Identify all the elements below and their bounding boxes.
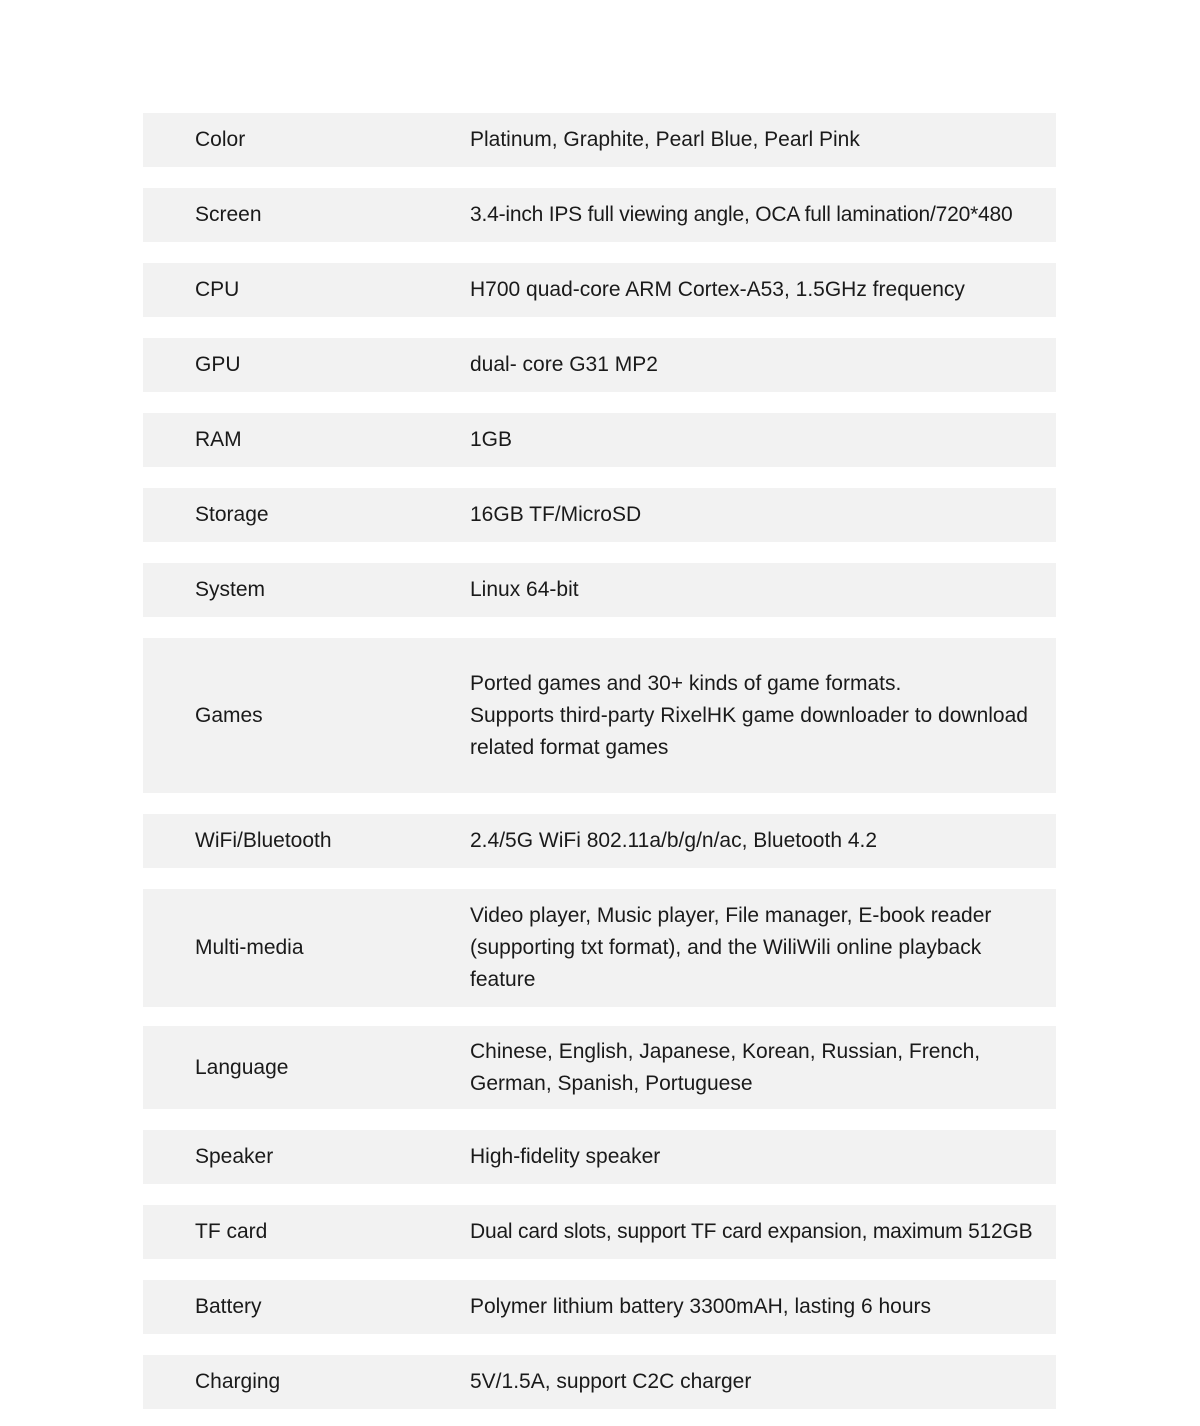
spec-row-cpu bbox=[143, 263, 1056, 317]
spec-table bbox=[143, 113, 1056, 1409]
spec-label: RAM bbox=[195, 428, 242, 451]
spec-value: 2.4/5G WiFi 802.11a/b/g/n/ac, Bluetooth 4.2 bbox=[470, 829, 878, 852]
spec-label: CPU bbox=[195, 278, 240, 301]
spec-label: Speaker bbox=[195, 1145, 274, 1168]
spec-value: Polymer lithium battery 3300mAH, lasting 6 hours bbox=[470, 1295, 932, 1318]
spec-value: Linux 64-bit bbox=[470, 578, 579, 601]
spec-label: WiFi/Bluetooth bbox=[195, 829, 332, 852]
spec-value: 3.4-inch IPS full viewing angle, OCA full lamination/720*480 bbox=[470, 203, 1013, 226]
spec-value: 5V/1.5A, support C2C charger bbox=[470, 1370, 752, 1393]
spec-label: Storage bbox=[195, 503, 269, 526]
spec-value: Platinum, Graphite, Pearl Blue, Pearl Pink bbox=[470, 128, 860, 151]
spec-value: Video player, Music player, File manager, E-book reader (supporting txt format), and the WiliWili online playback feature bbox=[470, 904, 992, 991]
spec-row-games bbox=[143, 638, 1056, 793]
spec-row-gpu bbox=[143, 338, 1056, 392]
spec-row-language bbox=[143, 1026, 1056, 1109]
spec-row-storage bbox=[143, 488, 1056, 542]
spec-label: TF card bbox=[195, 1220, 268, 1243]
spec-value: 1GB bbox=[470, 428, 513, 451]
spec-row-screen bbox=[143, 188, 1056, 242]
spec-label: Charging bbox=[195, 1370, 281, 1393]
spec-value: 16GB TF/MicroSD bbox=[470, 503, 642, 526]
spec-row-wifi-bluetooth bbox=[143, 814, 1056, 868]
spec-row-multi-media bbox=[143, 889, 1056, 1007]
spec-row-speaker bbox=[143, 1130, 1056, 1184]
spec-value: Dual card slots, support TF card expansion, maximum 512GB bbox=[470, 1220, 1033, 1243]
spec-value: dual- core G31 MP2 bbox=[470, 353, 658, 376]
spec-label: Color bbox=[195, 128, 246, 151]
spec-row-color bbox=[143, 113, 1056, 167]
spec-row-battery bbox=[143, 1280, 1056, 1334]
spec-value: Ported games and 30+ kinds of game formats. Supports third-party RixelHK game downloader to download related format games bbox=[470, 671, 1028, 759]
spec-label: Battery bbox=[195, 1295, 262, 1318]
spec-value: Chinese, English, Japanese, Korean, Russian, French, German, Spanish, Portuguese bbox=[470, 1039, 981, 1095]
spec-label: Multi-media bbox=[195, 936, 304, 959]
spec-value: High-fidelity speaker bbox=[470, 1145, 661, 1168]
spec-row-ram bbox=[143, 413, 1056, 467]
spec-value: H700 quad-core ARM Cortex-A53, 1.5GHz frequency bbox=[470, 278, 965, 301]
spec-label: Screen bbox=[195, 203, 262, 226]
spec-row-tf-card bbox=[143, 1205, 1056, 1259]
spec-label: GPU bbox=[195, 353, 241, 376]
spec-row-system bbox=[143, 563, 1056, 617]
spec-label: Games bbox=[195, 703, 263, 727]
spec-label: System bbox=[195, 578, 266, 601]
spec-row-charging bbox=[143, 1355, 1056, 1409]
spec-label: Language bbox=[195, 1055, 289, 1079]
